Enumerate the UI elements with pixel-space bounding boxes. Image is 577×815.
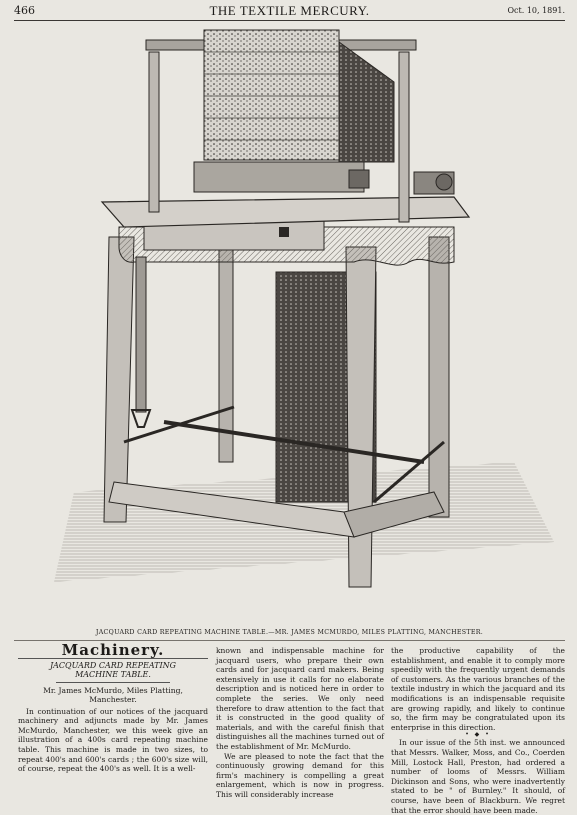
column-1 xyxy=(18,641,208,774)
angled-card-chain xyxy=(339,42,394,162)
byline-line1: Mr. James McMurdo, Miles Platting, xyxy=(43,685,183,695)
title-divider xyxy=(56,682,170,683)
machine-illustration xyxy=(14,22,565,620)
article-title-line2: MACHINE TABLE. xyxy=(75,669,151,679)
handwheel xyxy=(436,174,452,190)
paragraph-separator: • ◆ • xyxy=(465,731,491,739)
page-number: 466 xyxy=(14,4,35,17)
column-3 xyxy=(391,646,565,815)
front-left-leg xyxy=(104,237,134,522)
figure-caption: JACQUARD CARD REPEATING MACHINE TABLE.—MR. JAMES MCMURDO, MILES PLATTING, MANCHESTER. xyxy=(95,629,484,636)
repeating-mechanism xyxy=(194,162,364,192)
engraving-svg xyxy=(14,22,565,620)
stirrup xyxy=(132,410,150,427)
left-pillar xyxy=(149,52,159,212)
paragraph-4: the productive capability of the establishment, and enable it to comply more speedily with the frequently urgent demands of customers. As the various branches of the textile industry in which the jacquard and its modifications is an indispensable requisite are growing rapidly, and likely to continue so, the firm may be congratulated upon its enterprise in this direction. xyxy=(391,646,565,732)
paragraph-2: known and indispensable machine for jacquard users, who prepare their own cards and for jacquard card makers. Being extensively in use it calls for no elaborate description and is noticed here in order to complete the series. We only need therefore to draw attention to the fact that it is constructed in the good quality of materials, and with the careful finish that distinguishes all the machines turned out of the establishment of Mr. McMurdo. xyxy=(216,646,384,751)
punched-card-stack xyxy=(204,30,339,160)
article-title xyxy=(18,661,208,679)
masthead: THE TEXTILE MERCURY. xyxy=(209,3,370,18)
byline-line2: Manchester. xyxy=(89,694,137,704)
lever-block xyxy=(349,170,369,188)
drawer-knob xyxy=(279,227,289,237)
article-title-line1: JACQUARD CARD REPEATING xyxy=(49,660,177,670)
byline xyxy=(18,686,208,704)
treadle-strap xyxy=(136,257,146,412)
paragraph-3: We are pleased to note the fact that the continuously growing demand for this firm's machinery is compelling a great enlargement, which is now in progress. This will considerably increase xyxy=(216,751,384,799)
issue-date: Oct. 10, 1891. xyxy=(507,6,565,15)
column-2 xyxy=(216,646,384,800)
paragraph-5: In our issue of the 5th inst. we announced that Messrs. Walker, Moss, and Co., Coerden Mill, Lostock Hall, Preston, had ordered a number of looms of Messrs. William Dickinson and Sons, who were inadvertently stated to be " of Burnley." It should, of course, have been of Blackburn. We regret that the error should have been made. xyxy=(391,738,565,815)
page-header xyxy=(14,4,565,21)
right-pillar xyxy=(399,52,409,222)
section-heading: Machinery. xyxy=(18,646,208,659)
paragraph-1: In continuation of our notices of the jacquard machinery and adjuncts made by Mr. James McMurdo, Manchester, we this week give an illustration of a 400s card repeating machine table. This machine is made in two sizes, to repeat 400's and 600's cards ; the 600's size will, of course, repeat the 400's as well. It is a well- xyxy=(18,706,208,774)
back-right-leg xyxy=(429,237,449,517)
